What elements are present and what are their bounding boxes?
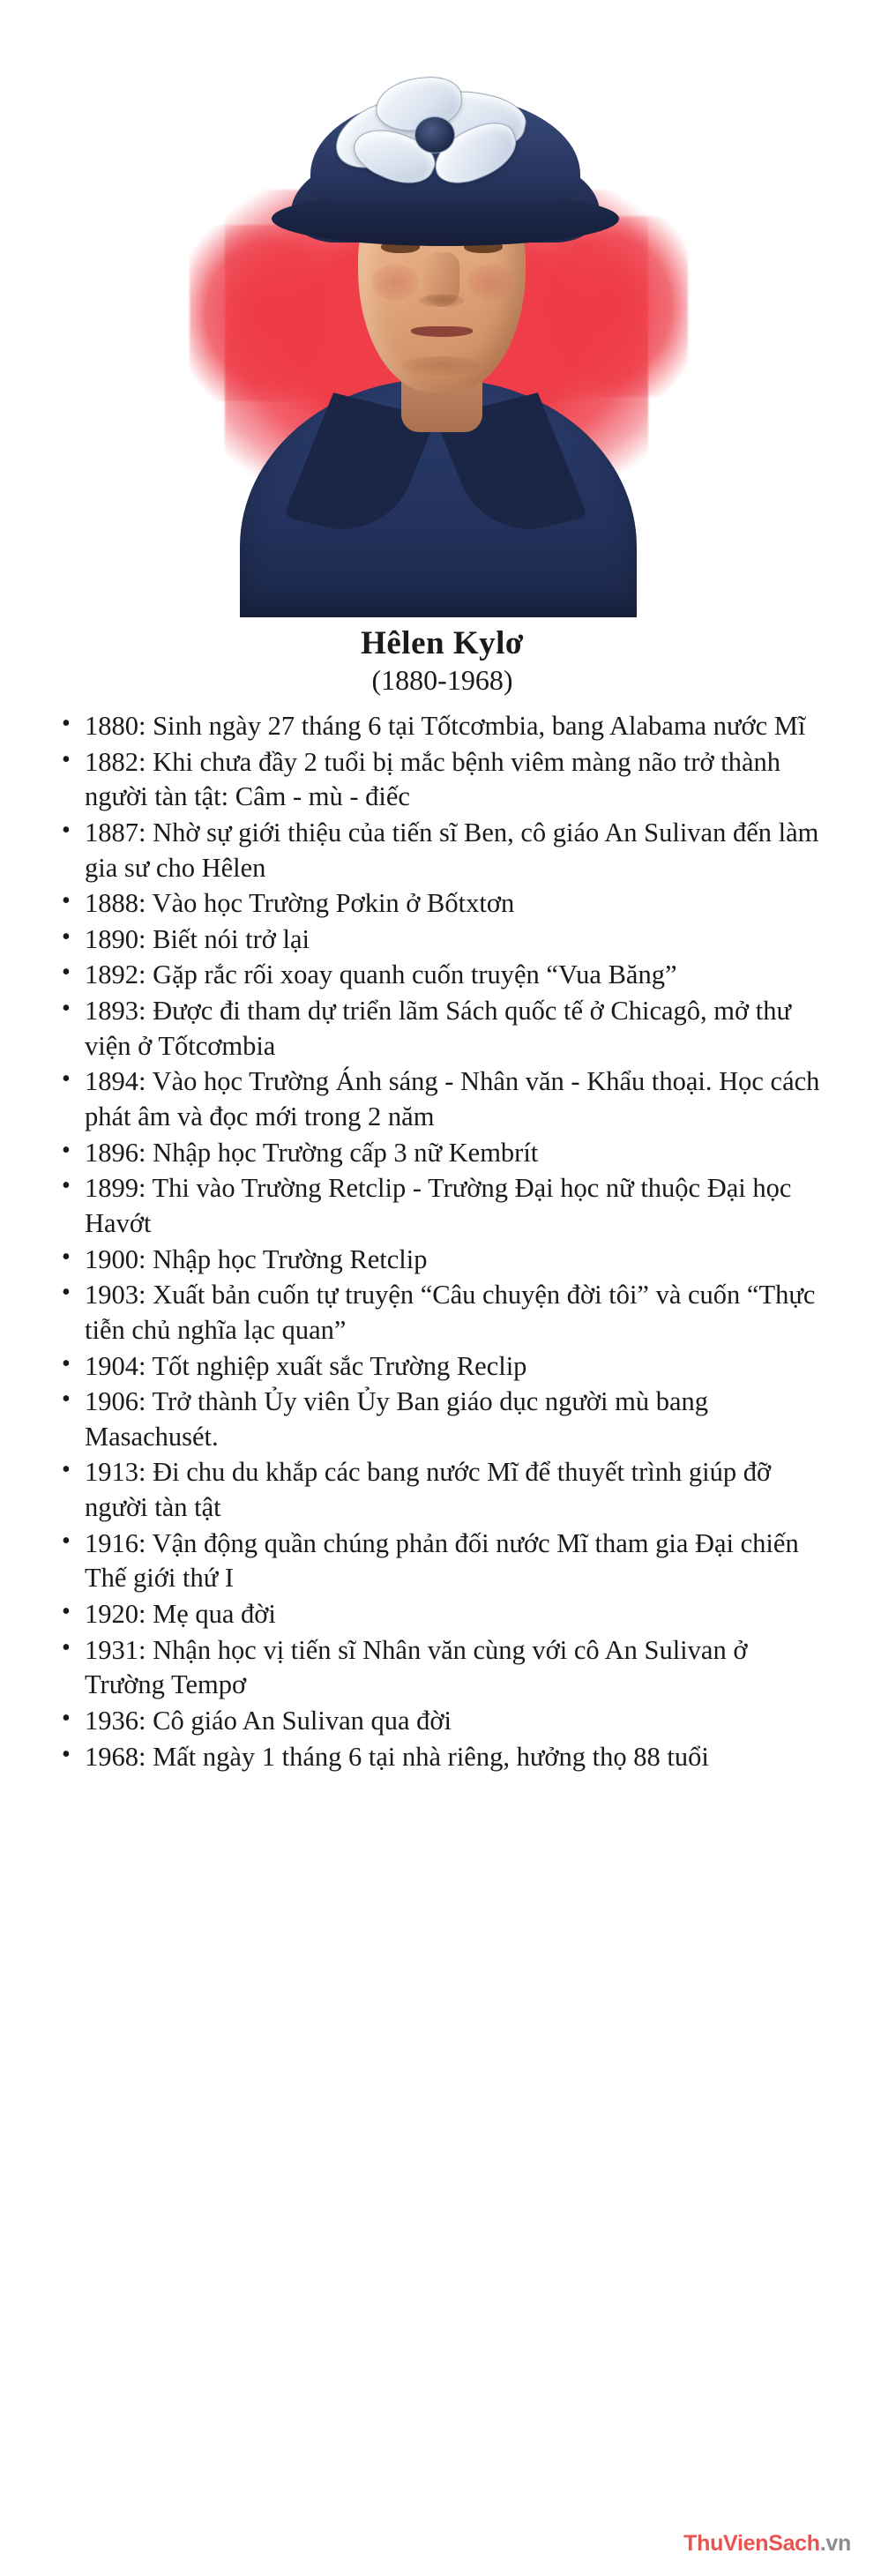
watermark-part-2: Vien xyxy=(723,2531,769,2556)
list-item: • 1882: Khi chưa đầy 2 tuổi bị mắc bệnh viêm màng não trở thành người tàn tật: Câm - mù - điếc xyxy=(58,745,826,815)
list-item: • 1880: Sinh ngày 27 tháng 6 tại Tốtcơmbia, bang Alabama nước Mĩ xyxy=(58,709,826,744)
list-item: • 1892: Gặp rắc rối xoay quanh cuốn truyện “Vua Băng” xyxy=(58,958,826,993)
list-item: • 1968: Mất ngày 1 tháng 6 tại nhà riêng, hưởng thọ 88 tuổi xyxy=(58,1740,826,1775)
nose-shape xyxy=(424,252,459,307)
cheek-right-shading xyxy=(467,265,513,300)
list-item: • 1904: Tốt nghiệp xuất sắc Trường Reclip xyxy=(58,1349,826,1385)
list-item: • 1900: Nhập học Trường Retclip xyxy=(58,1243,826,1278)
list-item: • 1931: Nhận học vị tiến sĩ Nhân văn cùng với cô An Sulivan ở Trường Tempơ xyxy=(58,1633,826,1703)
list-item: • 1906: Trở thành Ủy viên Ủy Ban giáo dục người mù bang Masachusét. xyxy=(58,1385,826,1454)
watermark-domain: .vn xyxy=(819,2531,851,2556)
watermark-part-1: Thu xyxy=(683,2531,724,2556)
list-item: • 1899: Thi vào Trường Retclip - Trường Đại học nữ thuộc Đại học Havớt xyxy=(58,1171,826,1241)
watermark-part-3: Sach xyxy=(768,2531,820,2556)
article-content xyxy=(0,624,881,1774)
list-item: • 1887: Nhờ sự giới thiệu của tiến sĩ Ben, cô giáo An Sulivan đến làm gia sư cho Hêlen xyxy=(58,816,826,885)
timeline-list xyxy=(58,709,826,1774)
list-item: • 1890: Biết nói trở lại xyxy=(58,922,826,958)
mouth-shape xyxy=(411,326,473,337)
chin-shading xyxy=(402,356,482,376)
list-item: • 1913: Đi chu du khắp các bang nước Mĩ để thuyết trình giúp đỡ người tàn tật xyxy=(58,1455,826,1525)
portrait-illustration xyxy=(0,0,881,617)
life-years: (1880-1968) xyxy=(371,664,513,696)
list-item: • 1896: Nhập học Trường cấp 3 nữ Kembrít xyxy=(58,1136,826,1171)
site-watermark xyxy=(683,2531,851,2557)
list-item: • 1894: Vào học Trường Ánh sáng - Nhân văn - Khẩu thoại. Học cách phát âm và đọc mới trong 2 năm xyxy=(58,1064,826,1134)
list-item: • 1916: Vận động quần chúng phản đối nước Mĩ tham gia Đại chiến Thế giới thứ I xyxy=(58,1527,826,1596)
list-item: • 1888: Vào học Trường Pơkin ở Bốtxtơn xyxy=(58,886,826,922)
hat-bow-decoration xyxy=(333,78,536,182)
bow-knot xyxy=(414,116,455,153)
list-item: • 1893: Được đi tham dự triển lãm Sách quốc tế ở Chicagô, mở thư viện ở Tốtcơmbia xyxy=(58,994,826,1064)
list-item: • 1903: Xuất bản cuốn tự truyện “Câu chuyện đời tôi” và cuốn “Thực tiễn chủ nghĩa lạc quan” xyxy=(58,1278,826,1348)
portrait-stage xyxy=(0,0,881,617)
list-item: • 1936: Cô giáo An Sulivan qua đời xyxy=(58,1704,826,1739)
page-title: Hêlen Kylơ xyxy=(361,625,524,661)
list-item: • 1920: Mẹ qua đời xyxy=(58,1597,826,1632)
cheek-left-shading xyxy=(372,265,418,300)
